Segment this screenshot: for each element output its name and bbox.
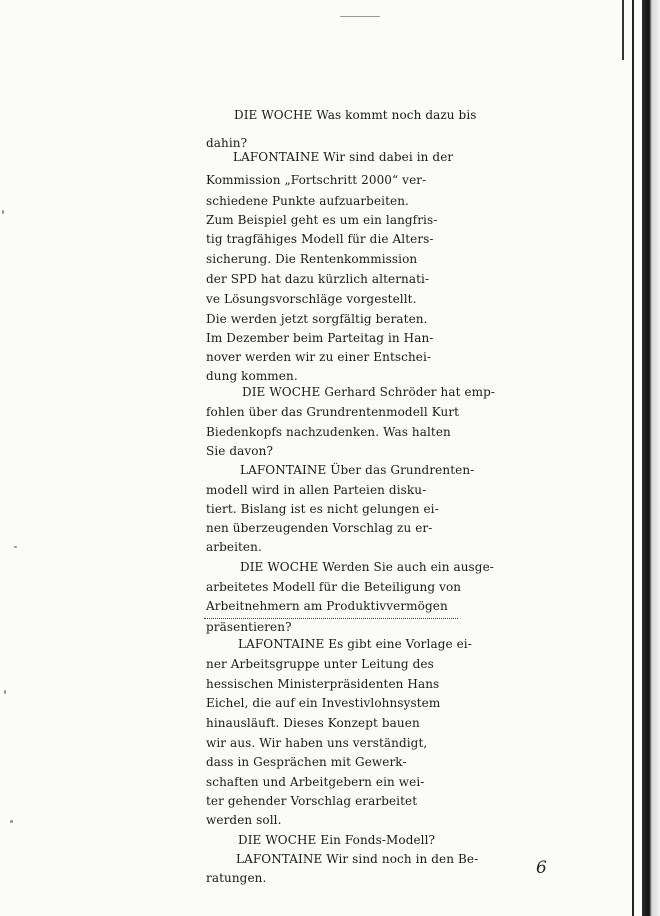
text-line: DIE WOCHE Was kommt noch dazu bis (234, 108, 477, 122)
text-line: wir aus. Wir haben uns verständigt, (206, 736, 428, 750)
scan-edge-shadow (642, 0, 660, 916)
scan-speck (4, 690, 6, 694)
text-line: LAFONTAINE Über das Grundrenten- (240, 463, 475, 477)
text-line: ner Arbeitsgruppe unter Leitung des (206, 657, 434, 671)
text-line: Kommission „Fortschritt 2000“ ver- (206, 173, 427, 187)
text-line: DIE WOCHE Werden Sie auch ein ausge- (240, 560, 494, 574)
text-line: präsentieren? (206, 620, 292, 634)
text-line: arbeiten. (206, 540, 262, 554)
text-line: Die werden jetzt sorgfältig beraten. (206, 312, 428, 326)
text-line: tig tragfähiges Modell für die Alters- (206, 232, 434, 246)
text-line: Biedenkopfs nachzudenken. Was halten (206, 425, 451, 439)
text-line: Zum Beispiel geht es um ein langfris- (206, 213, 438, 227)
page-number: 6 (536, 858, 547, 878)
text-line: LAFONTAINE Wir sind noch in den Be- (236, 852, 479, 866)
text-line: schaften und Arbeitgebern ein wei- (206, 775, 425, 789)
text-line: dahin? (206, 136, 248, 150)
text-line: hinausläuft. Dieses Konzept bauen (206, 716, 420, 730)
text-line: LAFONTAINE Es gibt eine Vorlage ei- (238, 637, 472, 651)
scan-speck (14, 546, 17, 548)
dotted-rule (204, 618, 458, 619)
text-line: nen überzeugenden Vorschlag zu er- (206, 521, 433, 535)
text-line: DIE WOCHE Gerhard Schröder hat emp- (242, 385, 496, 399)
text-line: DIE WOCHE Ein Fonds-Modell? (238, 833, 436, 847)
text-line: der SPD hat dazu kürzlich alternati- (206, 272, 430, 286)
scan-edge-line (632, 0, 634, 916)
scan-speck (10, 820, 13, 823)
text-line: werden soll. (206, 813, 282, 827)
text-line: nover werden wir zu einer Entschei- (206, 350, 432, 364)
text-line: schiedene Punkte aufzuarbeiten. (206, 194, 409, 208)
text-line: LAFONTAINE Wir sind dabei in der (233, 150, 454, 164)
text-line: ter gehender Vorschlag erarbeitet (206, 794, 418, 808)
text-line: arbeitetes Modell für die Beteiligung von (206, 580, 462, 594)
text-line: modell wird in allen Parteien disku- (206, 483, 427, 497)
text-line: hessischen Ministerpräsidenten Hans (206, 677, 440, 691)
text-line: Arbeitnehmern am Produktivvermögen (206, 599, 448, 613)
text-line: ratungen. (206, 871, 267, 885)
text-line: Sie davon? (206, 444, 273, 458)
text-line: sicherung. Die Rentenkommission (206, 252, 418, 266)
text-line: Eichel, die auf ein Investivlohnsystem (206, 696, 441, 710)
text-line: fohlen über das Grundrentenmodell Kurt (206, 405, 460, 419)
scan-speck (2, 210, 4, 214)
text-line: dass in Gesprächen mit Gewerk- (206, 755, 407, 769)
scan-edge-mark (622, 0, 634, 60)
text-line: ve Lösungsvorschläge vorgestellt. (206, 292, 417, 306)
text-line: tiert. Bislang ist es nicht gelungen ei- (206, 502, 439, 516)
scan-speck (340, 16, 380, 17)
text-line: Im Dezember beim Parteitag in Han- (206, 331, 434, 345)
text-line: dung kommen. (206, 369, 298, 383)
